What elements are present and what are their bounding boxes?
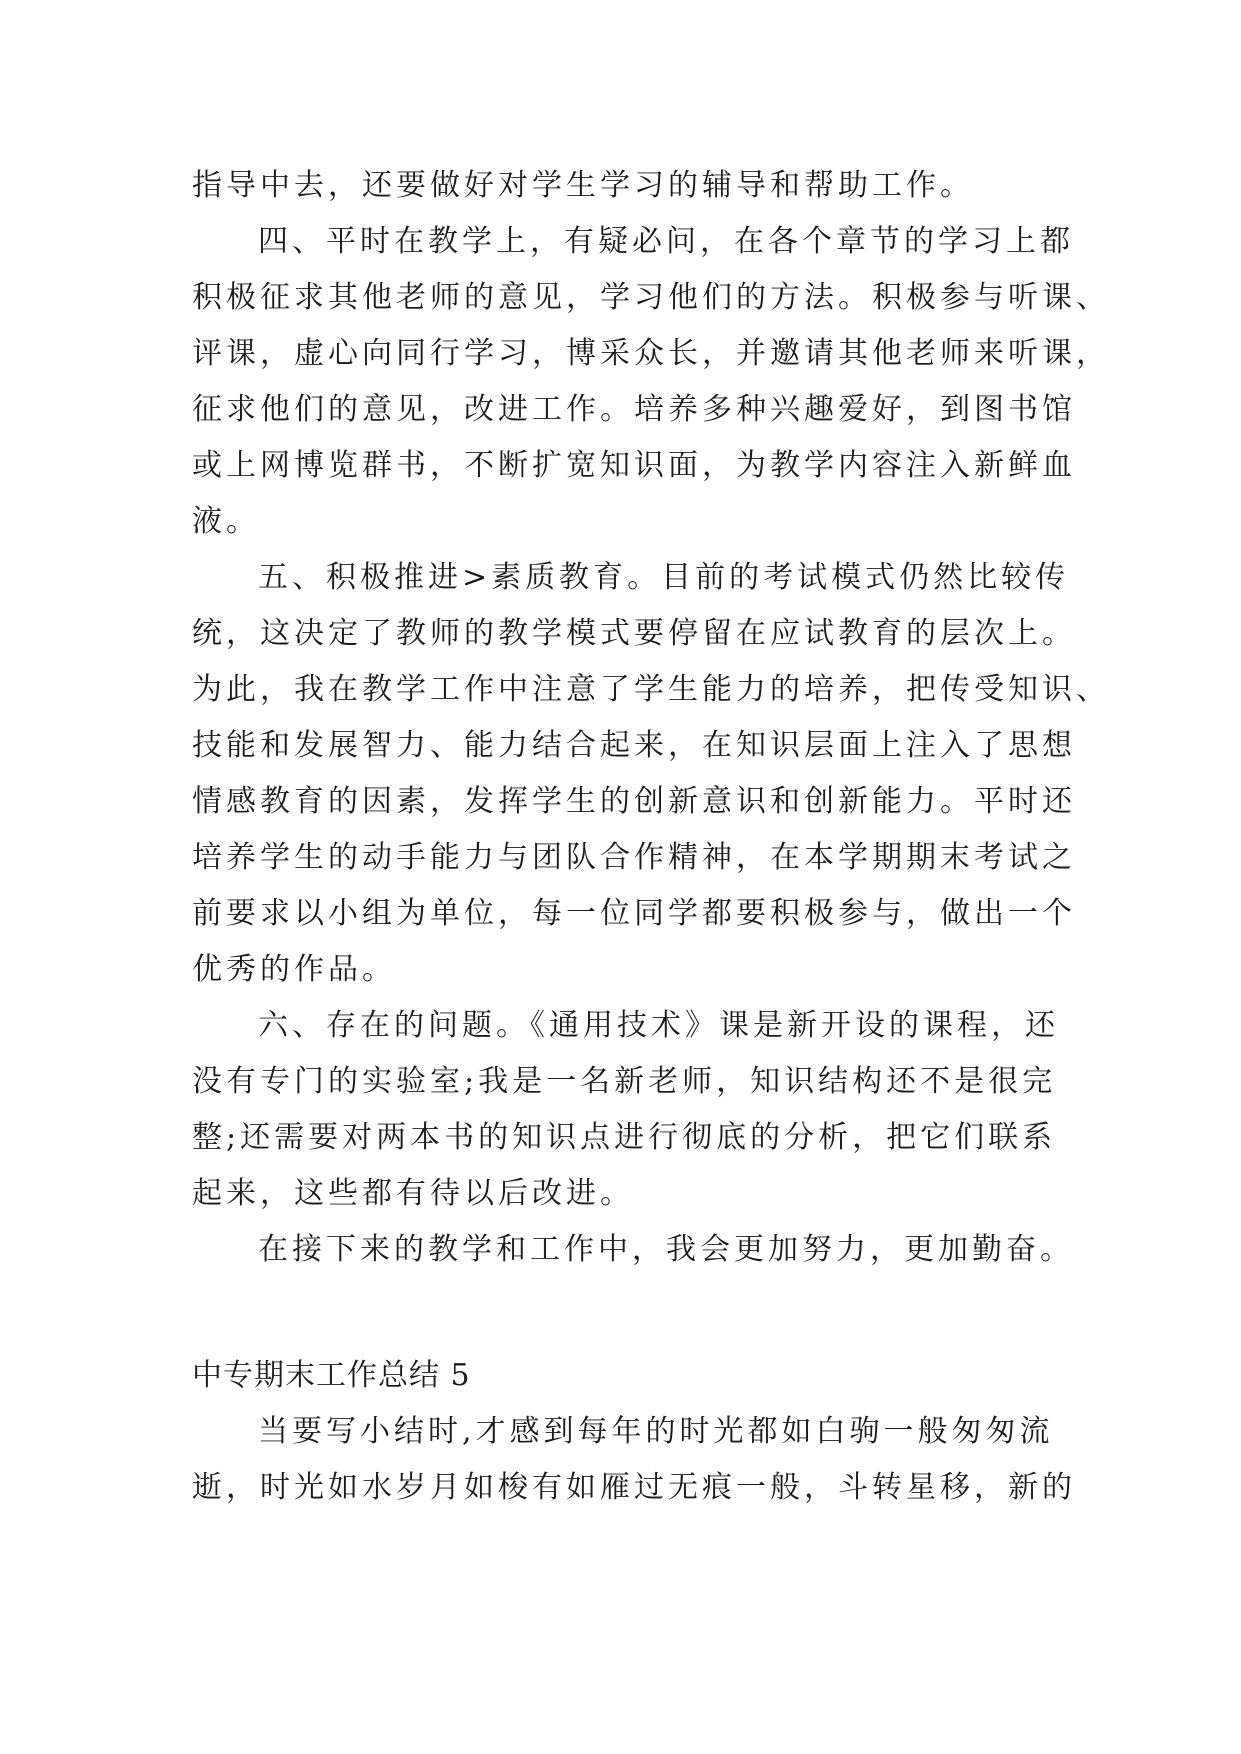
text-line: 技能和发展智力、能力结合起来，在知识层面上注入了思想	[192, 728, 1076, 763]
closing-paragraph: 在接下来的教学和工作中，我会更加努力，更加勤奋。	[258, 1232, 1074, 1267]
text-line: 积极征求其他老师的意见，学习他们的方法。积极参与听课、	[192, 280, 1110, 315]
text-line: 统，这决定了教师的教学模式要停留在应试教育的层次上。	[192, 616, 1076, 651]
text-line: 评课，虚心向同行学习，博采众长，并邀请其他老师来听课，	[192, 336, 1110, 371]
section-gap	[192, 1278, 1054, 1348]
paragraph-five-start: 五、积极推进>素质教育。目前的考试模式仍然比较传	[258, 560, 1070, 595]
text-line: 为此，我在教学工作中注意了学生能力的培养，把传受知识、	[192, 672, 1110, 707]
paragraph-four-start: 四、平时在教学上，有疑必问，在各个章节的学习上都	[258, 224, 1074, 259]
text-line: 液。	[192, 504, 260, 539]
text-line: 培养学生的动手能力与团队合作精神，在本学期期末考试之	[192, 840, 1076, 875]
text-line: 前要求以小组为单位，每一位同学都要积极参与，做出一个	[192, 896, 1076, 931]
text-line: 情感教育的因素，发挥学生的创新意识和创新能力。平时还	[192, 784, 1076, 819]
text-line: 整;还需要对两本书的知识点进行彻底的分析，把它们联系	[192, 1120, 1057, 1155]
text-line: 没有专门的实验室;我是一名新老师，知识结构还不是很完	[192, 1064, 1057, 1099]
section-heading: 中专期末工作总结 5	[192, 1358, 471, 1393]
text-line: 起来，这些都有待以后改进。	[192, 1176, 634, 1211]
text-line: 优秀的作品。	[192, 952, 396, 987]
document-page	[192, 158, 1110, 1516]
text-line: 指导中去，还要做好对学生学习的辅导和帮助工作。	[192, 168, 974, 203]
paragraph-six-start: 六、存在的问题。《通用技术》课是新开设的课程，还	[258, 1008, 1059, 1043]
text-line: 或上网博览群书，不断扩宽知识面，为教学内容注入新鲜血	[192, 448, 1076, 483]
section-paragraph-start: 当要写小结时,才感到每年的时光都如白驹一般匆匆流	[258, 1414, 1054, 1449]
text-line: 逝，时光如水岁月如梭有如雁过无痕一般，斗转星移，新的	[192, 1470, 1076, 1505]
text-line: 征求他们的意见，改进工作。培养多种兴趣爱好，到图书馆	[192, 392, 1076, 427]
